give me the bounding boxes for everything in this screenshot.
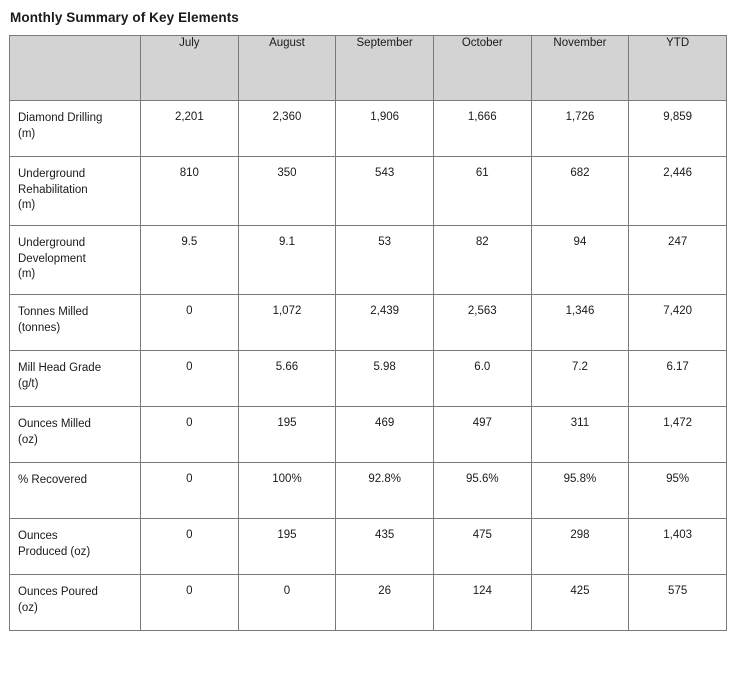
- table-row: [10, 519, 727, 575]
- column-header-ytd: YTD: [629, 36, 727, 101]
- cell-value: 2,360: [238, 101, 336, 157]
- cell-value: 0: [141, 295, 239, 351]
- cell-value: 543: [336, 157, 434, 226]
- cell-value: 26: [336, 575, 434, 631]
- table-body: [10, 101, 727, 631]
- table-row: [10, 157, 727, 226]
- cell-value: 1,072: [238, 295, 336, 351]
- cell-value: 100%: [238, 463, 336, 519]
- cell-value: 6.17: [629, 351, 727, 407]
- cell-value: 0: [141, 407, 239, 463]
- cell-value: 0: [141, 575, 239, 631]
- column-header-july: July: [141, 36, 239, 101]
- table-row: [10, 351, 727, 407]
- row-label-line: Tonnes Milled: [18, 306, 89, 318]
- column-header-november: November: [531, 36, 629, 101]
- cell-value: 1,346: [531, 295, 629, 351]
- cell-value: 2,439: [336, 295, 434, 351]
- cell-value: 469: [336, 407, 434, 463]
- table-row: [10, 463, 727, 519]
- row-label-tonnes-milled: [10, 295, 141, 351]
- cell-value: 53: [336, 226, 434, 295]
- row-label-diamond-drilling: [10, 101, 141, 157]
- row-label-line: (oz): [18, 433, 38, 446]
- table-row: [10, 101, 727, 157]
- cell-value: 2,201: [141, 101, 239, 157]
- cell-value: 425: [531, 575, 629, 631]
- row-label-line: Mill Head Grade: [18, 362, 102, 374]
- row-label-line: Rehabilitation: [18, 183, 88, 196]
- column-header-august: August: [238, 36, 336, 101]
- row-label-line: (tonnes): [18, 321, 61, 334]
- row-label-line: % Recovered: [18, 474, 88, 486]
- cell-value: 195: [238, 407, 336, 463]
- row-label-line: Development: [18, 252, 86, 265]
- cell-value: 435: [336, 519, 434, 575]
- row-label-mill-head-grade: [10, 351, 141, 407]
- cell-value: 9.1: [238, 226, 336, 295]
- cell-value: 124: [433, 575, 531, 631]
- row-label-line: (m): [18, 127, 36, 140]
- table-corner-cell: [10, 36, 141, 101]
- table-header: [10, 36, 727, 101]
- row-label-percent-recovered: [10, 463, 141, 519]
- cell-value: 682: [531, 157, 629, 226]
- cell-value: 1,666: [433, 101, 531, 157]
- row-label-ounces-poured: [10, 575, 141, 631]
- monthly-summary-table: [9, 35, 727, 631]
- cell-value: 497: [433, 407, 531, 463]
- cell-value: 5.98: [336, 351, 434, 407]
- cell-value: 0: [238, 575, 336, 631]
- cell-value: 575: [629, 575, 727, 631]
- row-label-underground-development: [10, 226, 141, 295]
- cell-value: 9,859: [629, 101, 727, 157]
- row-label-line: (m): [18, 268, 36, 281]
- column-header-october: October: [433, 36, 531, 101]
- cell-value: 1,726: [531, 101, 629, 157]
- row-label-ounces-produced: [10, 519, 141, 575]
- cell-value: 5.66: [238, 351, 336, 407]
- cell-value: 94: [531, 226, 629, 295]
- cell-value: 6.0: [433, 351, 531, 407]
- row-label-line: Underground: [18, 237, 86, 249]
- cell-value: 195: [238, 519, 336, 575]
- row-label-line: (m): [18, 199, 36, 212]
- cell-value: 95.6%: [433, 463, 531, 519]
- column-header-september: September: [336, 36, 434, 101]
- cell-value: 475: [433, 519, 531, 575]
- cell-value: 1,472: [629, 407, 727, 463]
- row-label-line: (oz): [18, 601, 38, 614]
- cell-value: 1,906: [336, 101, 434, 157]
- cell-value: 810: [141, 157, 239, 226]
- table-row: [10, 575, 727, 631]
- cell-value: 95%: [629, 463, 727, 519]
- row-label-line: (g/t): [18, 377, 39, 390]
- row-label-line: Ounces Poured: [18, 586, 98, 598]
- cell-value: 61: [433, 157, 531, 226]
- cell-value: 0: [141, 351, 239, 407]
- row-label-underground-rehabilitation: [10, 157, 141, 226]
- cell-value: 2,563: [433, 295, 531, 351]
- table-row: [10, 407, 727, 463]
- cell-value: 247: [629, 226, 727, 295]
- cell-value: 0: [141, 463, 239, 519]
- cell-value: 7,420: [629, 295, 727, 351]
- cell-value: 0: [141, 519, 239, 575]
- table-row: [10, 226, 727, 295]
- cell-value: 82: [433, 226, 531, 295]
- cell-value: 92.8%: [336, 463, 434, 519]
- page-title: Monthly Summary of Key Elements: [10, 10, 239, 25]
- row-label-line: Ounces: [18, 530, 58, 542]
- cell-value: 350: [238, 157, 336, 226]
- cell-value: 1,403: [629, 519, 727, 575]
- cell-value: 311: [531, 407, 629, 463]
- row-label-ounces-milled: [10, 407, 141, 463]
- table-row: [10, 295, 727, 351]
- cell-value: 2,446: [629, 157, 727, 226]
- table-header-row: [10, 36, 727, 101]
- cell-value: 7.2: [531, 351, 629, 407]
- row-label-line: Produced (oz): [18, 545, 91, 558]
- cell-value: 9.5: [141, 226, 239, 295]
- row-label-line: Diamond Drilling: [18, 112, 103, 124]
- cell-value: 298: [531, 519, 629, 575]
- row-label-line: Underground: [18, 168, 86, 180]
- cell-value: 95.8%: [531, 463, 629, 519]
- row-label-line: Ounces Milled: [18, 418, 91, 430]
